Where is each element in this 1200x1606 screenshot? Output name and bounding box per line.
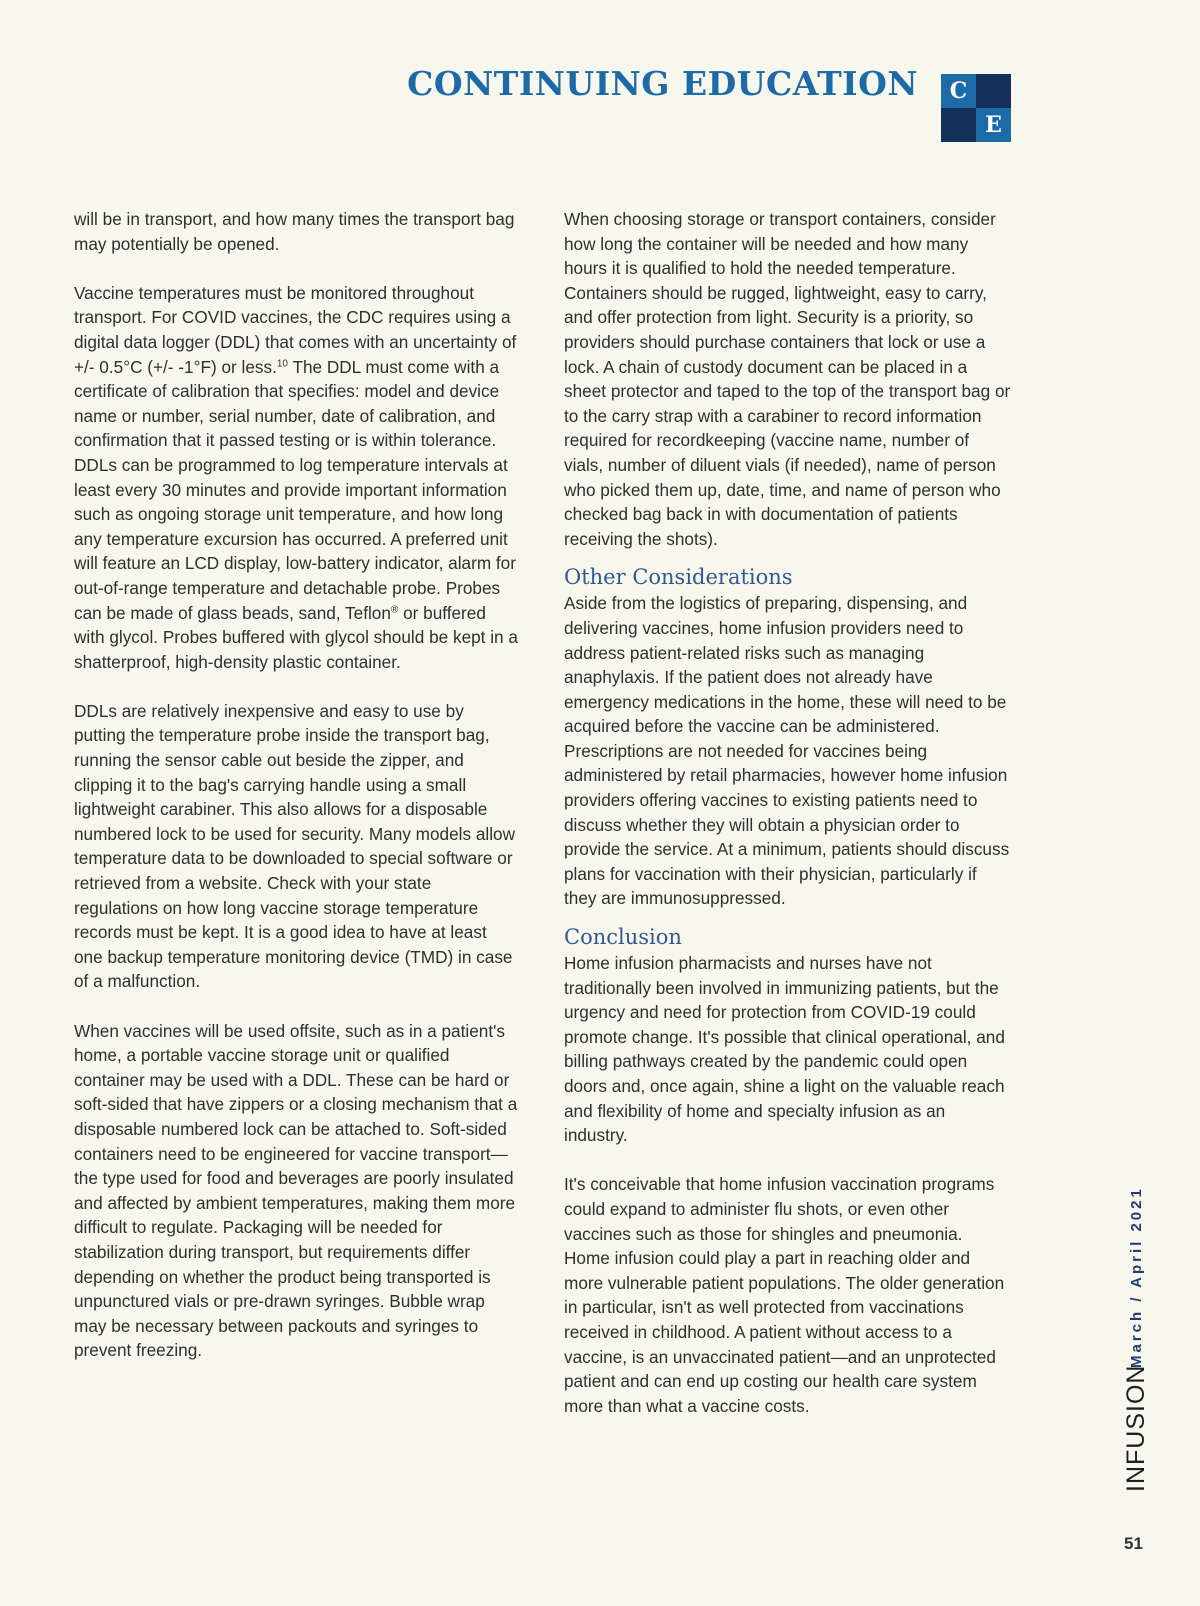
section-heading-conclusion: Conclusion [564, 925, 682, 950]
issue-date: March / April 2021 [1128, 1186, 1145, 1368]
paragraph-text: The DDL must come with a certificate of calibration that specifies: model and device name or number, serial number, date of calibration, and confirmation that it passed testing or is within tolerance. DDLs can be programmed to log temperature intervals at least every 30 minutes and provide important information such as ongoing storage unit temperature, and how long any temperature excursion has occurred. A preferred unit will feature an LCD display, low-battery indicator, alarm for out-of-range temperature and detachable probe. Probes can be made of glass beads, sand, Teflon [74, 356, 516, 623]
ce-logo-letter-c: C [941, 74, 976, 108]
paragraph: When choosing storage or transport containers, consider how long the container will be needed and how many hours it is qualified to hold the needed temperature. Containers should be rugged, lightweight, easy to carry, and offer protection from light. Security is a priority, so providers should purchase containers that lock or use a lock. A chain of custody document can be placed in a sheet protector and taped to the top of the transport bag or to the carry strap with a carabiner to record information required for recordkeeping (vaccine name, number of vials, number of diluent vials (if needed), name of person who picked them up, date, time, and name of person who checked bag back in with documentation of patients receiving the shots). [564, 209, 1011, 549]
section-title: CONTINUING EDUCATION [407, 64, 918, 103]
registered-mark: ® [390, 603, 399, 615]
paragraph: It's conceivable that home infusion vaccination programs could expand to administer flu shots, or even other vaccines such as those for shingles and pneumonia. Home infusion could play a part in reaching older and more vulnerable patient populations. The older generation in particular, isn't as well protected from vaccinations received in childhood. A patient without access to a vaccine, is an unvaccinated patient—and an unprotected patient and can end up costing our health care system more than what a vaccine costs. [564, 1174, 1005, 1416]
paragraph-text: or buffered with glycol. Probes buffered with glycol should be kept in a shatterproof, high-density plastic container. [74, 602, 518, 672]
right-column [564, 207, 1012, 1443]
paragraph: When vaccines will be used offsite, such as in a patient's home, a portable vaccine storage unit or qualified container may be used with a DDL. These can be hard or soft-sided that have zippers or a closing mechanism that a disposable numbered lock can be attached to. Soft-sided containers need to be engineered for vaccine transport—the type used for food and beverages are poorly insulated and affected by ambient temperatures, making them more difficult to regulate. Packaging will be needed for stabilization during transport, but requirements differ depending on whether the product being transported is unpunctured vials or pre-drawn syringes. Bubble wrap may be necessary between packouts and syringes to prevent freezing. [74, 1020, 518, 1361]
paragraph-text: Vaccine temperatures must be monitored throughout transport. For COVID vaccines, the CDC requires using a digital data logger (DDL) that comes with an uncertainty of +/- 0.5°C (+/- -1°F) or less. [74, 282, 517, 377]
ce-logo-square [941, 108, 976, 142]
citation-superscript: 10 [276, 357, 288, 369]
paragraph: Home infusion pharmacists and nurses have not traditionally been involved in immunizing patients, but the urgency and need for protection from COVID-19 could promote change. It's possible that clinical operational, and billing pathways created by the pandemic could open doors and, once again, shine a light on the valuable reach and flexibility of home and specialty infusion as an industry. [564, 953, 1005, 1146]
section-heading-other-considerations: Other Considerations [564, 565, 793, 590]
paragraph [74, 281, 520, 675]
ce-logo-letter-e: E [976, 108, 1011, 142]
magazine-logo: INFUSION [1122, 1364, 1150, 1492]
ce-logo-square [976, 74, 1011, 108]
paragraph: DDLs are relatively inexpensive and easy to use by putting the temperature probe inside the transport bag, running the sensor cable out beside the zipper, and clipping it to the bag's carrying handle using a small lightweight carabiner. This also allows for a disposable numbered lock to be used for security. Many models allow temperature data to be downloaded to special software or retrieved from a website. Check with your state regulations on how long vaccine storage temperature records must be kept. It is a good idea to have at least one backup temperature monitoring device (TMD) in case of a malfunction. [74, 700, 516, 992]
page-number: 51 [1124, 1534, 1143, 1553]
left-column [74, 207, 520, 1388]
paragraph: Aside from the logistics of preparing, dispensing, and delivering vaccines, home infusion providers need to address patient-related risks such as managing anaphylaxis. If the patient does not already have emergency medications in the home, these will need to be acquired before the vaccine can be administered. Prescriptions are not needed for vaccines being administered by retail pharmacies, however home infusion providers offering vaccines to existing patients need to discuss whether they will obtain a physician order to provide the service. At a minimum, patients should discuss plans for vaccination with their physician, particularly if they are immunosuppressed. [564, 593, 1010, 909]
paragraph: will be in transport, and how many times the transport bag may potentially be opened. [74, 209, 515, 254]
ce-logo [941, 74, 1011, 142]
